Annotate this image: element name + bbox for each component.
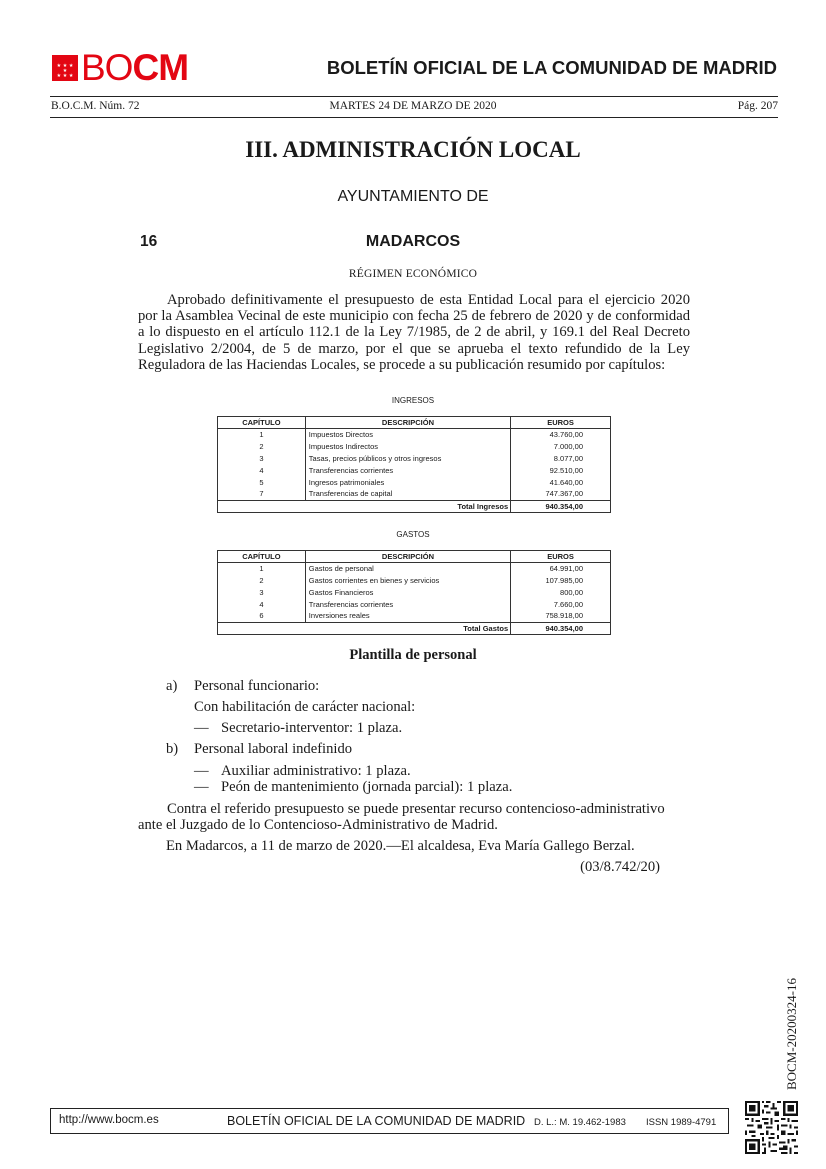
logo-text-cm: CM: [132, 47, 189, 88]
header-descripcion: DESCRIPCIÓN: [305, 417, 510, 429]
issue-number: B.O.C.M. Núm. 72: [51, 100, 140, 112]
cell-descripcion: Inversiones reales: [305, 611, 510, 623]
total-ingresos-value: 940.354,00: [511, 501, 611, 513]
registration-reference: (03/8.742/20): [580, 859, 660, 875]
cell-euros: 800,00: [511, 587, 611, 599]
header-rule-bottom: [50, 117, 778, 118]
cell-euros: 7.660,00: [511, 599, 611, 611]
list-item-label: Personal funcionario:: [194, 678, 320, 694]
cell-descripcion: Impuestos Directos: [305, 429, 510, 441]
total-gastos-value: 940.354,00: [511, 623, 611, 635]
list-item-label: Auxiliar administrativo: 1 plaza.: [221, 763, 411, 779]
cell-euros: 43.760,00: [511, 429, 611, 441]
list-marker: b): [166, 741, 179, 757]
section-title: III. ADMINISTRACIÓN LOCAL: [245, 137, 581, 162]
table-row: [218, 477, 611, 489]
cell-capitulo: 1: [218, 563, 306, 575]
cell-capitulo: 2: [218, 441, 306, 453]
cell-capitulo: 7: [218, 489, 306, 501]
header-rule-top: [50, 96, 778, 97]
em-dash: —: [194, 779, 209, 795]
table-row: [218, 587, 611, 599]
qr-code-icon: [745, 1101, 798, 1154]
cell-euros: 92.510,00: [511, 465, 611, 477]
cell-euros: 107.985,00: [511, 575, 611, 587]
header-descripcion: DESCRIPCIÓN: [305, 551, 510, 563]
table-row: [218, 441, 611, 453]
madrid-flag-icon: ★ ★ ★ ★ ★ ★ ★: [52, 55, 78, 81]
cell-capitulo: 1: [218, 429, 306, 441]
total-row: [218, 623, 611, 635]
cell-capitulo: 5: [218, 477, 306, 489]
table-row: [218, 599, 611, 611]
cell-descripcion: Gastos Financieros: [305, 587, 510, 599]
plantilla-heading: Plantilla de personal: [349, 647, 477, 663]
municipality-name: MADARCOS: [365, 233, 461, 250]
signature-line: En Madarcos, a 11 de marzo de 2020.—El alcaldesa, Eva María Gallego Berzal.: [166, 838, 635, 854]
cell-euros: 41.640,00: [511, 477, 611, 489]
table-row: [218, 611, 611, 623]
table-row: [218, 575, 611, 587]
logo-text-bo: BO: [81, 47, 133, 88]
cell-descripcion: Transferencias de capital: [305, 489, 510, 501]
list-item: [166, 741, 352, 758]
total-ingresos-label: Total Ingresos: [218, 501, 511, 513]
cell-capitulo: 3: [218, 453, 306, 465]
cell-capitulo: 2: [218, 575, 306, 587]
cell-euros: 64.991,00: [511, 563, 611, 575]
ingresos-table: [217, 416, 611, 513]
intro-paragraph: Aprobado definitivamente el presupuesto de esta Entidad Local para el ejercicio 2020 por la Asamblea Vecinal de este municipio con fecha 25 de febrero de 2020 y de conformidad a lo dispuesto en el artículo 112.1 de la Ley 7/1985, de 2 de abril, y 169.1 del Real Decreto Legislativo 2/2004, de 5 de marzo, por el que se aprueba el texto refundido de la Ley Reguladora de las Haciendas Locales, se procede a su publicación resumido por capítulos:: [138, 292, 690, 373]
total-gastos-label: Total Gastos: [218, 623, 511, 635]
list-subheading: Con habilitación de carácter nacional:: [194, 699, 416, 715]
closing-paragraph: Contra el referido presupuesto se puede presentar recurso contencioso-administrativo ante el Juzgado de lo Contencioso-Administrativo de Madrid.: [138, 801, 665, 834]
table-header-row: [218, 551, 611, 563]
total-row: [218, 501, 611, 513]
cell-euros: 8.077,00: [511, 453, 611, 465]
list-item: [194, 720, 402, 737]
cell-descripcion: Transferencias corrientes: [305, 465, 510, 477]
cell-descripcion: Ingresos patrimoniales: [305, 477, 510, 489]
table-row: [218, 489, 611, 501]
table-row: [218, 563, 611, 575]
ayuntamiento-heading: AYUNTAMIENTO DE: [337, 188, 489, 205]
list-item: [166, 678, 319, 695]
cell-capitulo: 4: [218, 465, 306, 477]
list-item-label: Secretario-interventor: 1 plaza.: [221, 720, 403, 736]
header-capitulo: CAPÍTULO: [218, 417, 306, 429]
cell-descripcion: Gastos corrientes en bienes y servicios: [305, 575, 510, 587]
cell-capitulo: 6: [218, 611, 306, 623]
gastos-caption: GASTOS: [396, 530, 430, 539]
list-marker: a): [166, 678, 178, 694]
table-row: [218, 453, 611, 465]
table-row: [218, 465, 611, 477]
list-item: [194, 779, 512, 796]
page-number: Pág. 207: [737, 100, 778, 112]
masthead-title: BOLETÍN OFICIAL DE LA COMUNIDAD DE MADRID: [326, 57, 777, 78]
legal-deposit: D. L.: M. 19.462-1983: [534, 1117, 626, 1128]
cell-capitulo: 3: [218, 587, 306, 599]
cell-euros: 758.918,00: [511, 611, 611, 623]
cell-descripcion: Transferencias corrientes: [305, 599, 510, 611]
table-row: [218, 429, 611, 441]
em-dash: —: [194, 763, 209, 779]
cell-euros: 7.000,00: [511, 441, 611, 453]
header-euros: EUROS: [511, 551, 611, 563]
header-capitulo: CAPÍTULO: [218, 551, 306, 563]
list-item: [194, 763, 411, 780]
header-euros: EUROS: [511, 417, 611, 429]
cell-capitulo: 4: [218, 599, 306, 611]
list-item-label: Peón de mantenimiento (jornada parcial): 1 plaza.: [221, 779, 513, 795]
issn: ISSN 1989-4791: [646, 1117, 717, 1128]
announcement-number: 16: [140, 233, 158, 250]
document-code: BOCM-20200324-16: [784, 978, 799, 1090]
cell-descripcion: Gastos de personal: [305, 563, 510, 575]
bocm-logo: [52, 47, 202, 88]
subject-heading: RÉGIMEN ECONÓMICO: [348, 268, 478, 280]
cell-euros: 747.367,00: [511, 489, 611, 501]
footer-url-link[interactable]: http://www.bocm.es: [59, 1114, 159, 1126]
cell-descripcion: Impuestos Indirectos: [305, 441, 510, 453]
cell-descripcion: Tasas, precios públicos y otros ingresos: [305, 453, 510, 465]
footer-title: BOLETÍN OFICIAL DE LA COMUNIDAD DE MADRID: [227, 1114, 526, 1128]
table-header-row: [218, 417, 611, 429]
list-item-label: Personal laboral indefinido: [194, 741, 353, 757]
em-dash: —: [194, 720, 209, 736]
ingresos-caption: INGRESOS: [391, 396, 435, 405]
gastos-table: [217, 550, 611, 635]
issue-date: MARTES 24 DE MARZO DE 2020: [329, 100, 497, 112]
